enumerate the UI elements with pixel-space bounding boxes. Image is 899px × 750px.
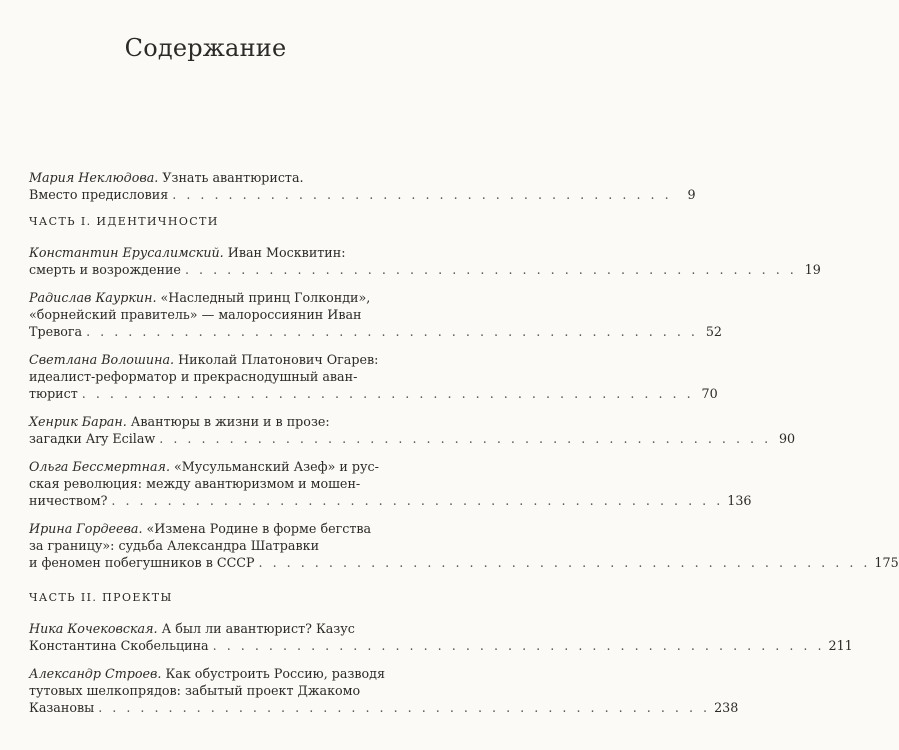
entry-author: Ника Кочековская. (29, 621, 158, 636)
entry-page-number: 90 (778, 431, 796, 446)
toc-entry (29, 520, 899, 571)
entry-author: Радислав Кауркин. (29, 290, 157, 305)
page-title: Содержание (124, 34, 287, 62)
toc-entry (29, 620, 853, 654)
entry-first-line (29, 520, 382, 537)
entry-title-end: тюрист (29, 386, 78, 401)
dot-leader: . . . . . . . . . . . . . . . . . . . . . . . . . . . . . . . . . . . . . . . . . . . . (184, 262, 797, 277)
entry-title-end: Тревога (29, 324, 83, 339)
toc-sections (29, 215, 899, 716)
dot-leader: . . . . . . . . . . . . . . . . . . . . . . . . . . . . . . . . . . . . . . . . . . . . (258, 555, 871, 570)
entry-last-line (29, 637, 853, 654)
entry-middle-line: «борнейский правитель» — малороссиянин Иван (29, 307, 362, 322)
entry-author: Мария Неклюдова. (29, 170, 159, 185)
entry-title-start: Авантюры в жизни и в прозе: (126, 414, 330, 429)
dot-leader: . . . . . . . . . . . . . . . . . . . . . . . . . . . . . . . . . . . . (172, 187, 672, 202)
entry-title-start: «Наследный принц Голконди», (156, 290, 371, 305)
entry-last-line (29, 385, 718, 402)
entry-author: Ирина Гордеева. (29, 521, 143, 536)
entry-first-line (29, 169, 382, 186)
entry-middle-line: ская революция: между авантюризмом и мошен- (29, 476, 361, 491)
toc-entry (29, 289, 722, 340)
entry-last-line (29, 554, 899, 571)
entry-middle-line: идеалист-реформатор и прекраснодушный аван- (29, 369, 358, 384)
entry-title-end: смерть и возрождение (29, 262, 181, 277)
entry-page-number: 52 (705, 324, 722, 339)
entry-title-end: Константина Скобельцина (29, 638, 209, 653)
entry-title-start: Узнать авантюриста. (158, 170, 304, 185)
entry-title-start: Как обустроить Россию, разводя (161, 666, 386, 681)
entry-title-start: Иван Москвитин: (223, 245, 346, 260)
entry-first-line (29, 620, 382, 637)
toc-section (29, 215, 899, 571)
entry-first-line (29, 289, 382, 306)
entry-title-start: А был ли авантюрист? Казус (157, 621, 355, 636)
entry-first-line (29, 665, 386, 682)
dot-leader: . . . . . . . . . . . . . . . . . . . . . . . . . . . . . . . . . . . . . . . . . . . . (111, 493, 724, 508)
dot-leader: . . . . . . . . . . . . . . . . . . . . . . . . . . . . . . . . . . . . . . . . . . . . (86, 324, 698, 339)
entry-page-number: 238 (714, 700, 739, 715)
entry-page-number: 19 (804, 262, 821, 277)
entry-page-number: 70 (701, 386, 718, 401)
entry-page-number: 211 (828, 638, 853, 653)
toc-entry (29, 244, 821, 278)
toc-entry-preface (29, 169, 696, 203)
entry-last-line (29, 261, 821, 278)
dot-leader: . . . . . . . . . . . . . . . . . . . . . . . . . . . . . . . . . . . . . . . . . . . . (81, 386, 694, 401)
dot-leader: . . . . . . . . . . . . . . . . . . . . . . . . . . . . . . . . . . . . . . . . . . . . (212, 638, 825, 653)
entry-first-line (29, 413, 382, 430)
entry-title-start: «Измена Родине в форме бегства (142, 521, 372, 536)
entry-title-end: ничеством? (29, 493, 108, 508)
entry-title-start: «Мусульманский Азеф» и рус- (169, 459, 379, 474)
entry-last-line (29, 186, 696, 203)
toc-entry (29, 665, 739, 716)
entry-middle-line: за границу»: судьба Александра Шатравки (29, 538, 320, 553)
dot-leader: . . . . . . . . . . . . . . . . . . . . . . . . . . . . . . . . . . . . . . . . . . . . (98, 700, 711, 715)
entry-author: Хенрик Баран. (29, 414, 127, 429)
entry-first-line (29, 244, 382, 261)
entry-page-number: 9 (687, 187, 696, 202)
entry-author: Светлана Волошина. (29, 352, 175, 367)
section-heading: ЧАСТЬ I. ИДЕНТИЧНОСТИ (29, 215, 219, 228)
entry-last-line (29, 323, 722, 340)
dot-leader: . . . . . . . . . . . . . . . . . . . . . . . . . . . . . . . . . . . . . . . . . . . . (159, 431, 772, 446)
entry-last-line (29, 430, 796, 447)
toc-entry (29, 413, 796, 447)
entry-page-number: 136 (727, 493, 752, 508)
toc-entry (29, 458, 752, 509)
entry-last-line (29, 699, 739, 716)
entry-title-end: загадки Ary Ecilaw (29, 431, 156, 446)
entry-title-start: Николай Платонович Огарев: (174, 352, 379, 367)
entry-middle-line: тутовых шелкопрядов: забытый проект Джакомо (29, 683, 361, 698)
entry-author: Ольга Бессмертная. (29, 459, 170, 474)
toc-entry (29, 351, 718, 402)
entry-first-line (29, 351, 382, 368)
entry-last-line (29, 492, 752, 509)
entry-title-end: и феномен побегушников в СССР (29, 555, 255, 570)
toc-section (29, 591, 853, 716)
entry-title-end: Казановы (29, 700, 95, 715)
entry-author: Александр Строев. (29, 666, 162, 681)
section-heading: ЧАСТЬ II. ПРОЕКТЫ (29, 591, 173, 604)
entry-title-end: Вместо предисловия (29, 187, 169, 202)
entry-page-number: 175 (874, 555, 899, 570)
entry-author: Константин Ерусалимский. (29, 245, 224, 260)
entry-first-line (29, 458, 382, 475)
